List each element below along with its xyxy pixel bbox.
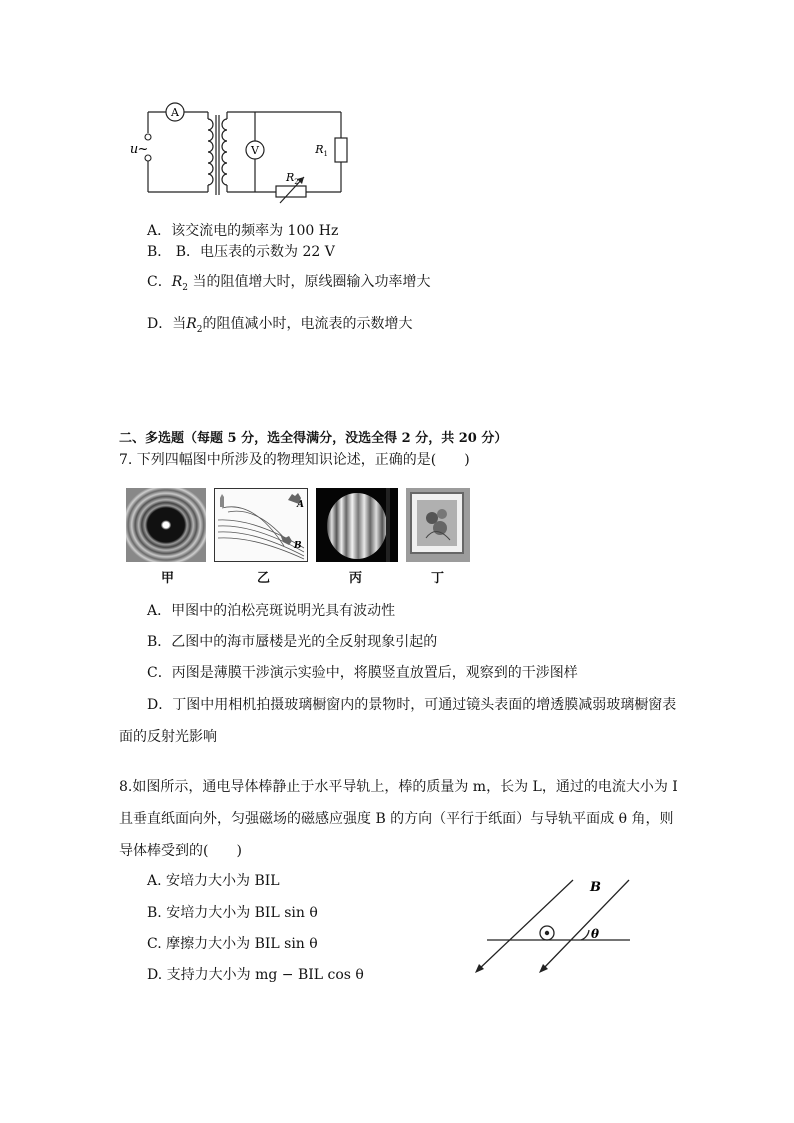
q7-option-c: C．丙图是薄膜干涉演示实验中，将膜竖直放置后，观察到的干涉图样 bbox=[147, 665, 578, 681]
mirage-diagram-image bbox=[214, 488, 308, 562]
image-label-bing: 丙 bbox=[349, 571, 363, 586]
q8-option-d: D. 支持力大小为 mg − BIL cos θ bbox=[147, 967, 364, 983]
q7-option-d-line1: D．丁图中用相机拍摄玻璃橱窗内的景物时，可通过镜头表面的增透膜减弱玻璃橱窗表 bbox=[147, 697, 677, 713]
q8-option-c: C. 摩擦力大小为 BIL sin θ bbox=[147, 936, 318, 952]
q6-option-c: C．$R_2$ 当的阻值增大时，原线圈输入功率增大 bbox=[147, 274, 431, 293]
r2-label: $R_2$ bbox=[286, 171, 299, 186]
q8-option-a: A. 安培力大小为 BIL bbox=[147, 873, 280, 889]
transformer-circuit-diagram bbox=[110, 95, 360, 205]
poisson-spot-image bbox=[126, 488, 206, 562]
image-label-ding: 丁 bbox=[431, 571, 445, 586]
q8-option-b: B. 安培力大小为 BIL sin θ bbox=[147, 905, 318, 921]
q7-option-b: B．乙图中的海市蜃楼是光的全反射现象引起的 bbox=[147, 634, 438, 650]
q6-option-a: A．该交流电的频率为 100 Hz bbox=[147, 223, 339, 239]
ac-symbol: ~ bbox=[137, 142, 149, 157]
q7-option-d-line2: 面的反射光影响 bbox=[119, 729, 217, 745]
magnetic-field-diagram bbox=[465, 870, 635, 980]
q8-stem-line2: 且垂直纸面向外，匀强磁场的磁感应强度 B 的方向（平行于纸面）与导轨平面成 θ 角，则 bbox=[119, 811, 674, 827]
mirage-mark-a: A bbox=[297, 500, 304, 510]
thin-film-interference-image bbox=[316, 488, 398, 562]
q7-stem: 7. 下列四幅图中所涉及的物理知识论述，正确的是( ) bbox=[119, 452, 470, 468]
mirage-mark-b: B bbox=[294, 541, 302, 551]
q8-stem-line3: 导体棒受到的( ) bbox=[119, 843, 242, 859]
source-label: u bbox=[129, 142, 139, 157]
ammeter-label: A bbox=[171, 106, 179, 119]
image-label-yi: 乙 bbox=[257, 571, 271, 586]
r1-label: $R_1$ bbox=[315, 143, 328, 158]
q6-option-d: D．当$R_2$的阻值减小时，电流表的示数增大 bbox=[147, 316, 413, 335]
voltmeter-label: V bbox=[251, 144, 259, 157]
field-label-b: B bbox=[590, 880, 601, 895]
image-label-jia: 甲 bbox=[161, 571, 175, 586]
q7-option-a: A．甲图中的泊松亮斑说明光具有波动性 bbox=[147, 603, 396, 619]
section-2-title: 二、多选题（每题 5 分，选全得满分，没选全得 2 分，共 20 分） bbox=[119, 431, 508, 446]
angle-label-theta: θ bbox=[591, 927, 600, 941]
q8-stem-line1: 8.如图所示，通电导体棒静止于水平导轨上，棒的质量为 m，长为 L，通过的电流大小为 I bbox=[119, 779, 678, 795]
q6-option-b: B． B．电压表的示数为 22 V bbox=[147, 244, 335, 260]
framed-picture-image bbox=[406, 488, 470, 562]
